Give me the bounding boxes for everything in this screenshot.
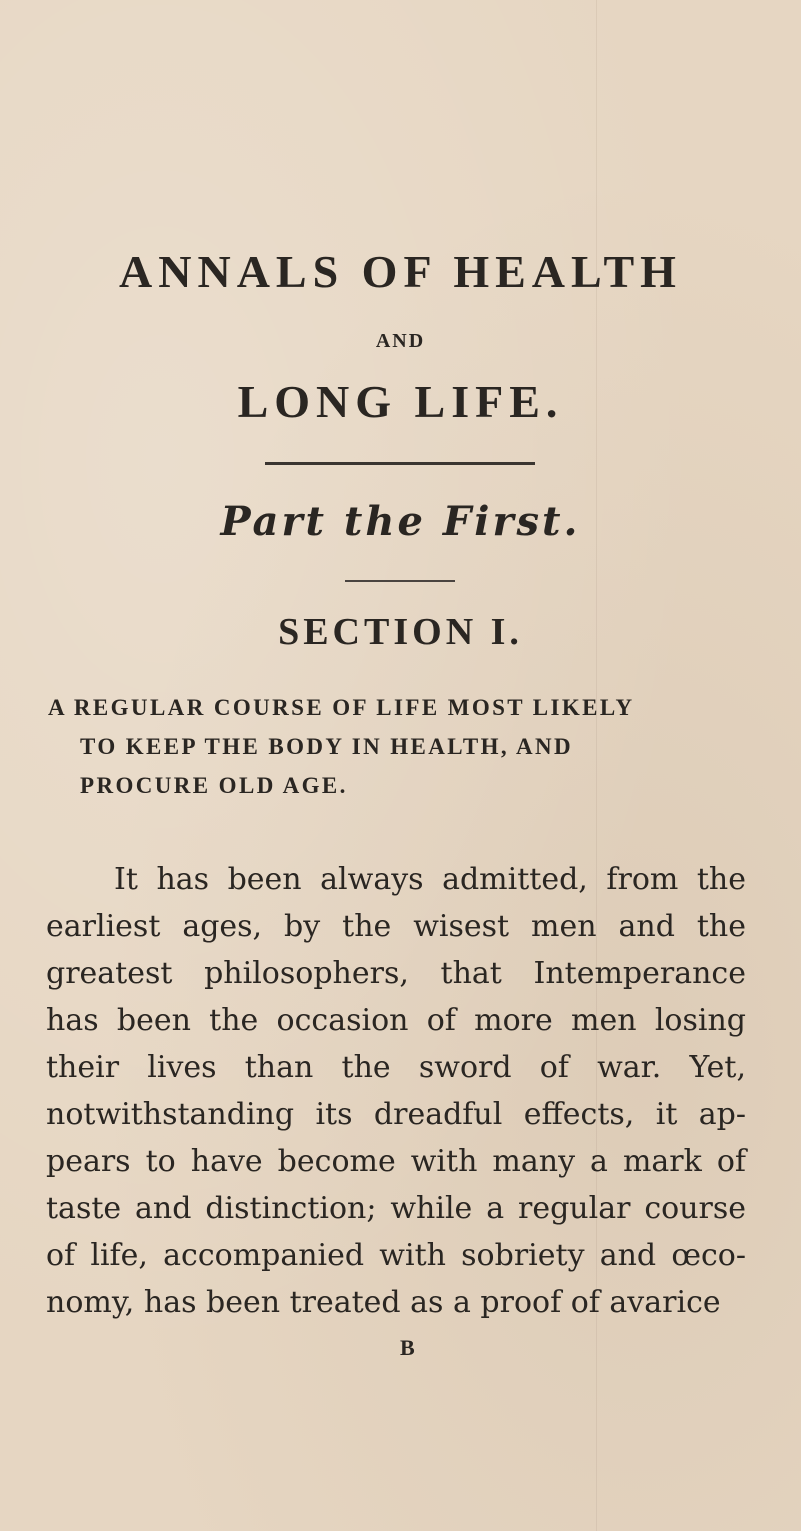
body-line: earliest ages, by the wisest men and the [46, 909, 746, 944]
body-line: greatest philosophers, that Intemperance [46, 956, 746, 991]
title-conjunction: AND [375, 330, 426, 352]
section-subheading [48, 688, 728, 805]
book-subtitle: LONG LIFE. [237, 376, 564, 427]
subheading-line: PROCURE OLD AGE. [80, 773, 348, 798]
section-heading: SECTION I. [278, 611, 523, 653]
body-line: It has been always admitted, from the [114, 862, 746, 897]
body-line: notwithstanding its dreadful effects, it ap- [46, 1097, 746, 1132]
part-rule [345, 580, 455, 582]
signature-mark: B [400, 1335, 415, 1360]
body-line: taste and distinction; while a regular course [46, 1191, 746, 1226]
part-heading: Part the First. [220, 498, 581, 545]
subheading-line: TO KEEP THE BODY IN HEALTH, AND [80, 734, 573, 759]
body-line: nomy, has been treated as a proof of avarice [46, 1285, 721, 1320]
subheading-line: A REGULAR COURSE OF LIFE MOST LIKELY [48, 695, 635, 720]
body-paragraph [46, 856, 746, 1326]
body-line: of life, accompanied with sobriety and œco- [46, 1238, 746, 1273]
book-title: ANNALS OF HEALTH [119, 246, 682, 297]
body-line: pears to have become with many a mark of [46, 1144, 746, 1179]
body-line: their lives than the sword of war. Yet, [46, 1050, 746, 1085]
title-rule [265, 462, 535, 465]
body-line: has been the occasion of more men losing [46, 1003, 746, 1038]
